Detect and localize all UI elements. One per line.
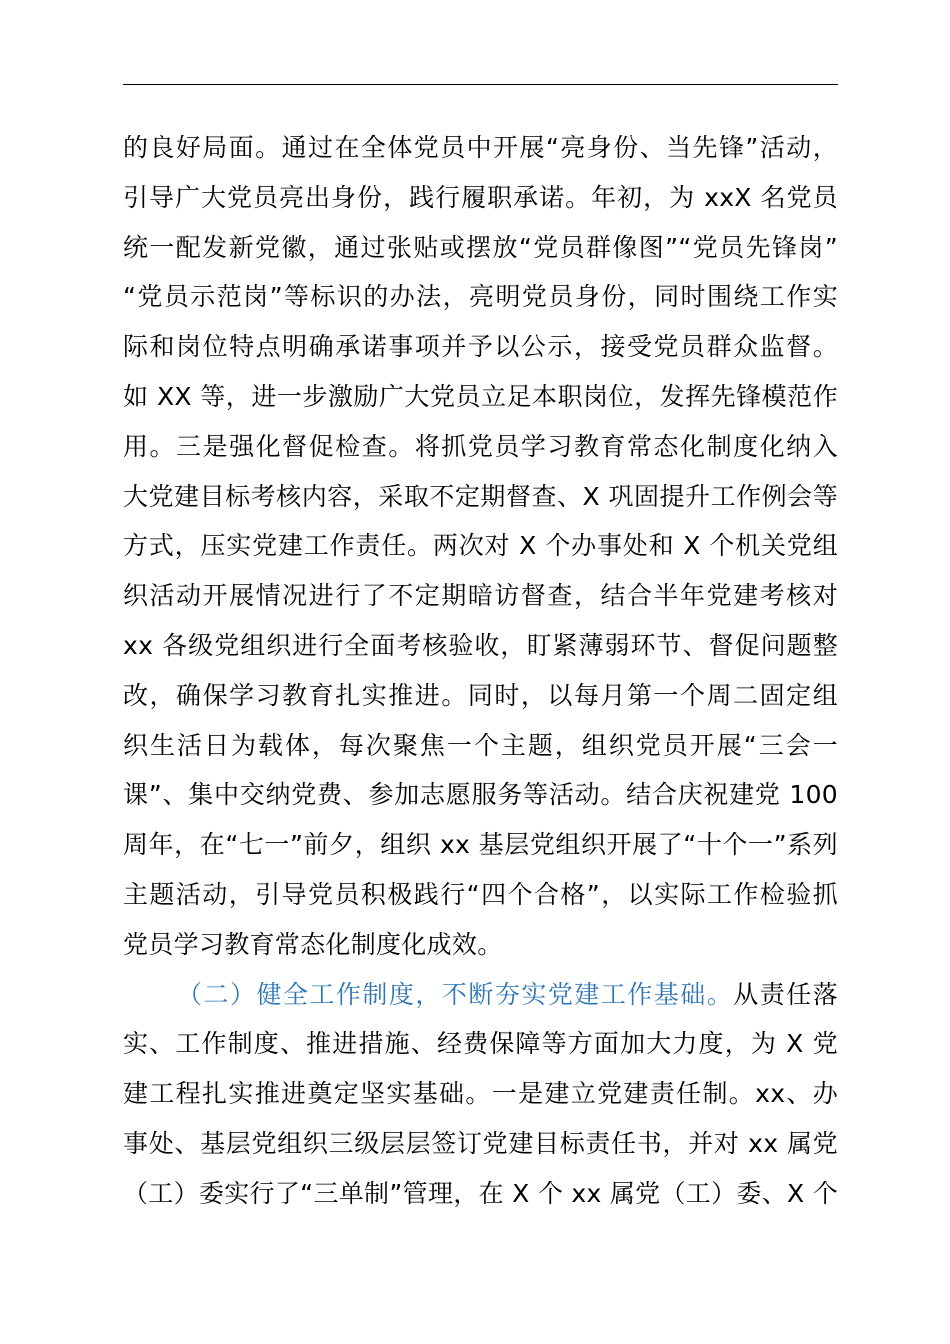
text-line: 课”、集中交纳党费、参加志愿服务等活动。结合庆祝建党 100 — [123, 780, 838, 810]
text-line: 建工程扎实推进奠定坚实基础。一是建立党建责任制。xx、办 — [123, 1079, 838, 1109]
document-body — [123, 123, 838, 1219]
text-line: 主题活动，引导党员积极践行“四个合格”，以实际工作检验抓 — [123, 879, 838, 909]
text-line: 方式，压实党建工作责任。两次对 X 个办事处和 X 个机关党组 — [123, 531, 838, 561]
text-line: 事处、基层党组织三级层层签订党建目标责任书，并对 xx 属党 — [123, 1128, 838, 1158]
text-line: 如 XX 等，进一步激励广大党员立足本职岗位，发挥先锋模范作 — [123, 381, 838, 411]
header-rule — [123, 84, 838, 85]
text-line: 用。三是强化督促检查。将抓党员学习教育常态化制度化纳入 — [123, 431, 838, 461]
text-line: 党员学习教育常态化制度化成效。 — [123, 929, 503, 959]
text-line: 织生活日为载体，每次聚焦一个主题，组织党员开展“三会一 — [123, 730, 838, 760]
text-line: xx 各级党组织进行全面考核验收，盯紧薄弱环节、督促问题整 — [123, 630, 838, 660]
section-heading: （二）健全工作制度，不断夯实党建工作基础。 — [177, 979, 734, 1009]
text-line: 实、工作制度、推进措施、经费保障等方面加大力度，为 X 党 — [123, 1029, 838, 1059]
text-segment: 从责任落 — [733, 979, 838, 1009]
text-line: 织活动开展情况进行了不定期暗访督查，结合半年党建考核对 — [123, 581, 838, 611]
paragraph-2 — [123, 970, 838, 1219]
text-line: 周年，在“七一”前夕，组织 xx 基层党组织开展了“十个一”系列 — [123, 830, 838, 860]
text-line: 引导广大党员亮出身份，践行履职承诺。年初，为 xxX 名党员 — [123, 182, 838, 212]
section-heading-line — [123, 970, 838, 1020]
text-line: （工）委实行了“三单制”管理，在 X 个 xx 属党（工）委、X 个 — [123, 1178, 838, 1208]
text-line: 大党建目标考核内容，采取不定期督查、X 巩固提升工作例会等 — [123, 481, 838, 511]
text-line: 际和岗位特点明确承诺事项并予以公示，接受党员群众监督。 — [123, 332, 838, 362]
text-line: 改，确保学习教育扎实推进。同时，以每月第一个周二固定组 — [123, 680, 838, 710]
text-line: 的良好局面。通过在全体党员中开展“亮身份、当先锋”活动， — [123, 133, 838, 162]
paragraph-1 — [123, 123, 838, 970]
text-line: “党员示范岗”等标识的办法，亮明党员身份，同时围绕工作实 — [123, 282, 838, 312]
text-line: 统一配发新党徽，通过张贴或摆放“党员群像图”“党员先锋岗” — [123, 232, 838, 262]
